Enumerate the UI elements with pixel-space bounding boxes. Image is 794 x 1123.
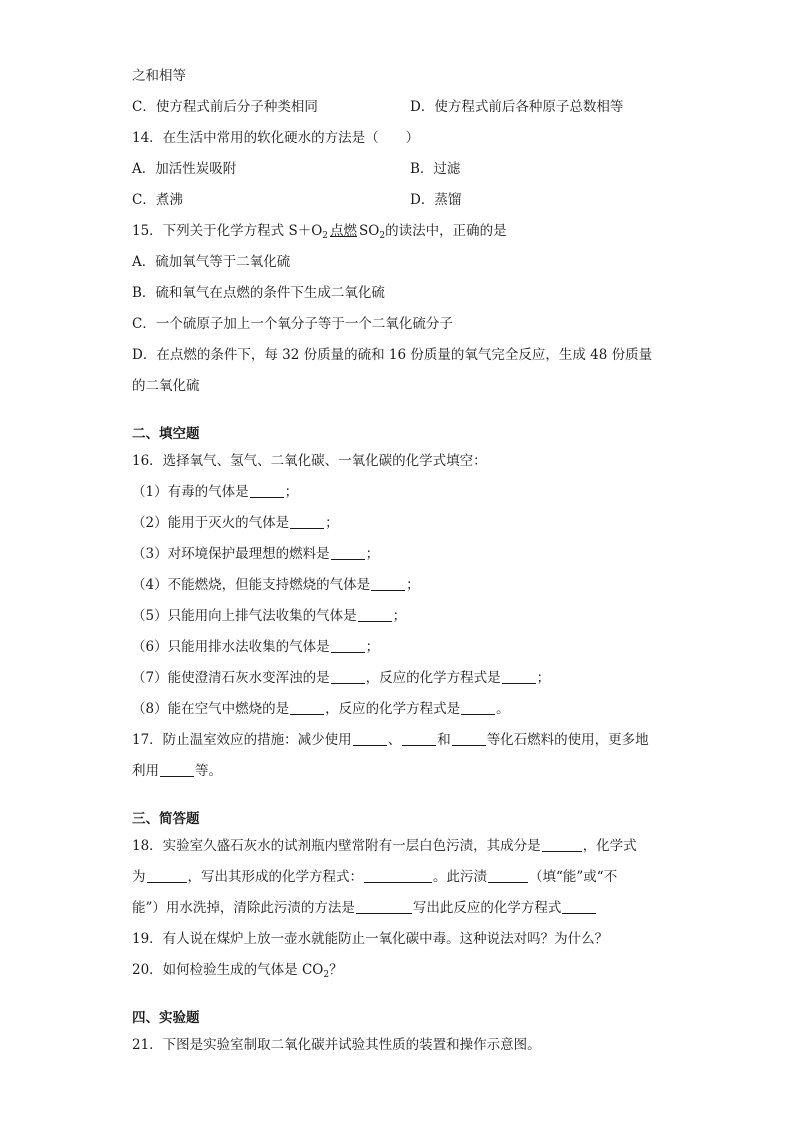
question-text: 。此污渍 — [433, 869, 487, 885]
question-16 — [132, 452, 487, 470]
answer-blank[interactable] — [371, 577, 405, 591]
punctuation: ？ — [329, 962, 343, 978]
prompt-text: （7）能使澄清石灰水变浑浊的是 — [132, 670, 330, 686]
punctuation: ； — [392, 608, 407, 624]
sub-question — [132, 700, 510, 718]
question-text: （填“能”或“不 — [529, 869, 618, 885]
answer-blank[interactable] — [290, 701, 324, 715]
option-c: C．使方程式前后分子种类相同 — [132, 99, 318, 115]
section-heading — [132, 810, 200, 828]
question-text: 15．下列关于化学方程式 S＋O — [132, 223, 323, 239]
answer-blank[interactable] — [358, 608, 392, 622]
option-row — [410, 191, 461, 209]
sub-question — [132, 638, 379, 656]
sub-question — [132, 607, 406, 625]
connector-text: 和 — [437, 732, 451, 748]
option-d: D．蒸馏 — [410, 192, 462, 208]
answer-blank[interactable] — [331, 639, 365, 653]
prompt-text: ，反应的化学方程式是 — [365, 670, 501, 686]
reaction-condition — [330, 222, 357, 240]
punctuation: ； — [284, 484, 299, 500]
answer-blank[interactable] — [542, 838, 582, 852]
prompt-text: （1）有毒的气体是 — [132, 484, 249, 500]
section-title: 三、简答题 — [132, 811, 200, 827]
formula-text: SO — [359, 223, 380, 239]
answer-blank[interactable] — [356, 900, 412, 914]
question-text: 为 — [132, 869, 146, 885]
question-text: 等化石燃料的使用，更多地 — [486, 732, 649, 748]
prompt-text: （2）能用于灭火的气体是 — [132, 515, 290, 531]
sub-question — [132, 576, 420, 594]
question-text: 14．在生活中常用的软化硬水的方法是（ ） — [132, 130, 420, 146]
punctuation: ； — [406, 577, 420, 593]
section-heading — [132, 1009, 200, 1027]
continuation-text: 之和相等 — [132, 68, 186, 84]
question-text: 20．如何检验生成的气体是 CO — [132, 962, 324, 978]
prompt-text: ，反应的化学方程式是 — [325, 701, 461, 717]
option-c: C．一个硫原子加上一个氧分子等于一个二氧化硫分子 — [132, 316, 453, 332]
punctuation: ； — [365, 546, 380, 562]
question-text: 能”）用水洗掉，清除此污渍的方法是 — [132, 900, 355, 916]
answer-blank[interactable] — [290, 515, 324, 529]
option-row — [132, 315, 453, 333]
question-14 — [132, 129, 419, 147]
section-heading — [132, 425, 200, 443]
option-d-continued: 的二氧化硫 — [132, 378, 200, 394]
sub-question — [132, 545, 379, 563]
answer-blank[interactable] — [160, 763, 194, 777]
answer-blank[interactable] — [331, 670, 365, 684]
option-row — [410, 160, 460, 178]
option-a: A．硫加氧气等于二氧化硫 — [132, 254, 291, 270]
question-text: 写出此反应的化学方程式 — [412, 900, 562, 916]
punctuation: ； — [325, 515, 339, 531]
option-row — [132, 98, 318, 116]
option-row — [132, 253, 290, 271]
punctuation: ； — [536, 670, 551, 686]
answer-blank[interactable] — [331, 546, 365, 560]
question-text: 的读法中，正确的是 — [385, 223, 507, 239]
question-20 — [132, 961, 343, 984]
question-18 — [132, 837, 637, 855]
answer-blank[interactable] — [147, 869, 187, 883]
section-title: 二、填空题 — [132, 426, 200, 442]
answer-blank[interactable] — [353, 732, 387, 746]
answer-blank[interactable] — [250, 484, 284, 498]
sub-question — [132, 514, 339, 532]
prompt-text: （5）只能用向上排气法收集的气体是 — [132, 608, 357, 624]
question-text: 18．实验室久盛石灰水的试剂瓶内壁常附有一层白色污渍，其成分是 — [132, 838, 541, 854]
answer-blank[interactable] — [562, 900, 596, 914]
sub-question — [132, 669, 550, 687]
punctuation: ； — [365, 639, 380, 655]
sub-question — [132, 483, 298, 501]
prompt-text: （3）对环境保护最理想的燃料是 — [132, 546, 330, 562]
answer-blank[interactable] — [364, 869, 432, 883]
option-row — [410, 98, 623, 116]
option-row — [132, 377, 200, 395]
question-text: 等。 — [195, 763, 222, 779]
question-17-continued — [132, 762, 222, 780]
condition-label: 点燃 — [330, 223, 358, 239]
question-21 — [132, 1036, 541, 1054]
question-text: ，写出其形成的化学方程式： — [187, 869, 363, 885]
option-c: C．煮沸 — [132, 192, 183, 208]
question-text: 利用 — [132, 763, 159, 779]
prompt-text: （4）不能燃烧，但能支持燃烧的气体是 — [132, 577, 371, 593]
answer-blank[interactable] — [461, 701, 495, 715]
answer-blank[interactable] — [402, 732, 436, 746]
option-d: D．在点燃的条件下，每 32 份质量的硫和 16 份质量的氧气完全反应，生成 48 份质量 — [132, 347, 653, 363]
option-a: A．加活性炭吸附 — [132, 161, 237, 177]
option-row — [132, 191, 183, 209]
text-line — [132, 67, 186, 85]
question-text: 19．有人说在煤炉上放一壶水就能防止一氧化碳中毒。这种说法对吗？为什么？ — [132, 931, 609, 947]
prompt-text: （6）只能用排水法收集的气体是 — [132, 639, 330, 655]
section-title: 四、实验题 — [132, 1010, 200, 1026]
option-row — [132, 160, 236, 178]
question-text: ，化学式 — [582, 838, 637, 854]
question-19 — [132, 930, 608, 948]
option-d: D．使方程式前后各种原子总数相等 — [410, 99, 624, 115]
subscript: 2 — [322, 231, 329, 241]
subscript: 2 — [323, 970, 330, 980]
question-18-continued — [132, 868, 617, 886]
question-15 — [132, 222, 507, 245]
option-row — [132, 284, 385, 302]
question-text: 17．防止温室效应的措施：减少使用 — [132, 732, 352, 748]
answer-blank[interactable] — [452, 732, 486, 746]
option-b: B．过滤 — [410, 161, 461, 177]
punctuation: 、 — [387, 732, 402, 748]
question-text: 16．选择氧气、氢气、二氧化碳、一氧化碳的化学式填空： — [132, 453, 487, 469]
subscript: 2 — [379, 231, 386, 241]
prompt-text: （8）能在空气中燃烧的是 — [132, 701, 290, 717]
option-row — [132, 346, 652, 364]
question-17 — [132, 731, 649, 749]
question-18-continued — [132, 899, 597, 917]
option-b: B．硫和氧气在点燃的条件下生成二氧化硫 — [132, 285, 385, 301]
answer-blank[interactable] — [502, 670, 536, 684]
punctuation: 。 — [496, 701, 510, 717]
question-text: 21．下图是实验室制取二氧化碳并试验其性质的装置和操作示意图。 — [132, 1037, 541, 1053]
answer-blank[interactable] — [488, 869, 528, 883]
